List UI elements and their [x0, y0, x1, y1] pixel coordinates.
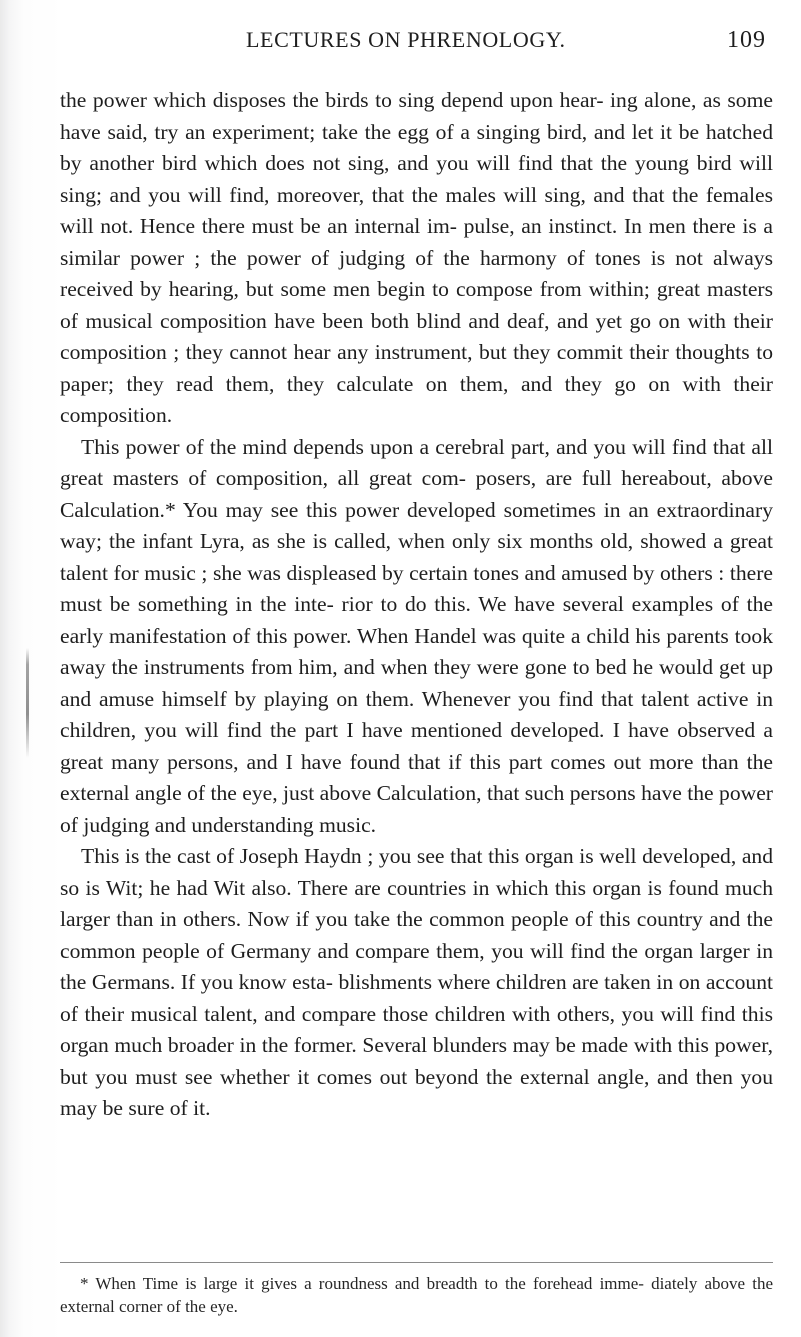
page-number: 109 — [727, 27, 766, 53]
footnote-rule — [60, 1262, 773, 1263]
paragraph-2: This power of the mind depends upon a cerebral part, and you will find that all great masters of composition, all great com- posers, are full hereabout, above Calculation.* You may see this power developed sometimes in an extraordinary way; the infant Lyra, as she is called, when only six months old, showed a great talent for music ; she was displeased by certain tones and amused by others : there must be something in the inte- rior to do this. We have several examples of the early manifestation of this power. When Handel was quite a child his parents took away the instruments from him, and when they were gone to bed he would get up and amuse himself by playing on them. Whenever you find that talent active in children, you will find the part I have mentioned developed. I have observed a great many persons, and I have found that if this part comes out more than the external angle of the eye, just above Calculation, that such persons have the power of judging and understanding music. — [60, 434, 773, 837]
footnote: * When Time is large it gives a roundness and breadth to the forehead imme- diately above the external corner of the eye. — [60, 1274, 773, 1316]
running-head — [246, 20, 766, 60]
body-text — [60, 85, 773, 1125]
margin-pencil-mark — [26, 648, 29, 758]
paragraph-1: the power which disposes the birds to sing depend upon hear- ing alone, as some have said, try an experiment; take the egg of a singing bird, and let it be hatched by another bird which does not sing, and you will find that the young bird will sing; and you will find, moreover, that the males will sing, and that the females will not. Hence there must be an internal im- pulse, an instinct. In men there is a similar power ; the power of judging of the harmony of tones is not always received by hearing, but some men begin to compose from within; great masters of musical composition have been both blind and deaf, and yet go on with their composition ; they cannot hear any instrument, but they commit their thoughts to paper; they read them, they calculate on them, and they go on with their composition. — [60, 88, 773, 427]
running-head-title: LECTURES ON PHRENOLOGY. — [246, 27, 566, 52]
paragraph-3: This is the cast of Joseph Haydn ; you see that this organ is well developed, and so is Wit; he had Wit also. There are countries in which this organ is found much larger than in others. Now if you take the common people of this country and the common people of Germany and compare them, you will find the organ larger in the Germans. If you know esta- blishments where children are taken in on account of their musical talent, and compare those children with others, you will find this organ much broader in the former. Several blunders may be made with this power, but you must see whether it comes out beyond the external angle, and then you may be sure of it. — [60, 844, 773, 1120]
